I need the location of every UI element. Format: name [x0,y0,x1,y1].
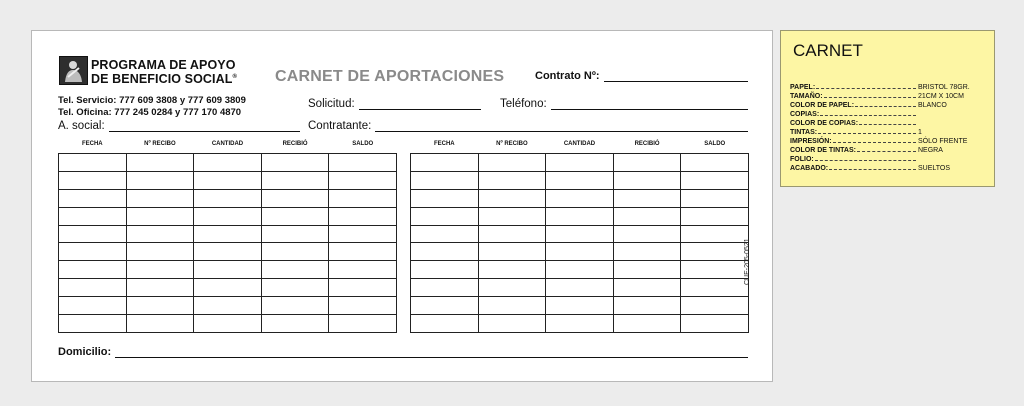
address-line[interactable] [115,347,748,358]
spec-value: NEGRA [918,147,943,154]
table-cell[interactable] [126,315,194,333]
spec-row [790,128,988,137]
payments-table-left [58,141,397,333]
table-cell[interactable] [613,279,681,297]
table-cell[interactable] [194,171,262,189]
table-cell[interactable] [194,207,262,225]
table-cell[interactable] [411,279,479,297]
table-row [411,297,749,315]
table-cell[interactable] [478,189,546,207]
request-line[interactable] [359,99,481,110]
table-cell[interactable] [681,207,749,225]
table-cell[interactable] [681,154,749,172]
table-header-row [59,141,397,154]
spec-leader [833,141,916,143]
spec-key: COLOR DE COPIAS: [790,120,859,127]
table-row [59,243,397,261]
column-header-saldo: SALDO [352,141,374,147]
column-header-cantidad: CANTIDAD [563,141,596,147]
table-cell[interactable] [194,279,262,297]
table-cell[interactable] [59,171,127,189]
table-cell[interactable] [126,225,194,243]
table-row [411,171,749,189]
table-row [411,154,749,172]
table-cell[interactable] [329,171,397,189]
phone-label: Teléfono: [500,98,547,110]
table-cell[interactable] [194,243,262,261]
table-header-row [411,141,749,154]
form-code: CUE-205-0521 [744,238,751,285]
spec-key: IMPRESIÓN: [790,138,832,145]
spec-leader [818,132,916,134]
table-cell[interactable] [329,279,397,297]
table-cell[interactable] [411,297,479,315]
table-cell[interactable] [194,297,262,315]
specs-list [790,83,988,173]
spec-leader [829,168,916,170]
table-cell[interactable] [613,243,681,261]
organization-name [91,59,237,85]
table-cell[interactable] [59,243,127,261]
spec-row [790,146,988,155]
contractor-line[interactable] [375,121,748,132]
table-cell[interactable] [546,279,614,297]
table-cell[interactable] [411,171,479,189]
spec-key: COLOR DE TINTAS: [790,147,856,154]
spec-leader [857,150,916,152]
table-row [59,279,397,297]
spec-key: FOLIO: [790,156,814,163]
table-cell[interactable] [329,261,397,279]
table-cell[interactable] [261,279,329,297]
table-cell[interactable] [194,225,262,243]
table-cell[interactable] [478,171,546,189]
table-row [411,279,749,297]
spec-value: BLANCO [918,102,947,109]
column-header-recibio: RECIBIÓ [634,141,660,147]
table-row [411,189,749,207]
table-cell[interactable] [329,225,397,243]
table-cell[interactable] [59,207,127,225]
table-cell[interactable] [59,225,127,243]
contract-number-field[interactable] [535,70,748,82]
table-cell[interactable] [194,261,262,279]
table-cell[interactable] [194,154,262,172]
table-cell[interactable] [546,225,614,243]
table-cell[interactable] [478,297,546,315]
spec-row [790,92,988,101]
table-cell[interactable] [681,171,749,189]
table-cell[interactable] [194,189,262,207]
org-line-1: PROGRAMA DE APOYO [91,58,236,72]
table-cell[interactable] [546,154,614,172]
table-cell[interactable] [411,207,479,225]
table-row [59,315,397,333]
table-cell[interactable] [478,154,546,172]
table-cell[interactable] [126,297,194,315]
spec-leader [815,159,916,161]
table-cell[interactable] [681,243,749,261]
spec-row [790,83,988,92]
table-cell[interactable] [411,154,479,172]
table-cell[interactable] [478,207,546,225]
column-header-recibo: Nº RECIBO [496,141,528,147]
spec-key: TAMAÑO: [790,93,823,100]
table-cell[interactable] [194,315,262,333]
column-header-saldo: SALDO [704,141,726,147]
table-cell[interactable] [59,189,127,207]
table-cell[interactable] [329,243,397,261]
spec-value: 1 [918,129,922,136]
contract-number-line[interactable] [604,71,748,82]
table-row [411,261,749,279]
spec-key: COPIAS: [790,111,820,118]
table-cell[interactable] [613,261,681,279]
table-row [59,297,397,315]
address-field[interactable] [58,346,748,358]
table-cell[interactable] [261,243,329,261]
carnet-card [31,30,773,382]
spec-leader [855,105,916,107]
table-cell[interactable] [681,261,749,279]
table-cell[interactable] [261,207,329,225]
org-line-2: DE BENEFICIO SOCIAL® [91,72,238,87]
table-row [59,171,397,189]
table-cell[interactable] [329,154,397,172]
spec-leader [859,123,916,125]
table-cell[interactable] [126,243,194,261]
phone-field[interactable] [500,98,748,110]
table-cell[interactable] [261,225,329,243]
contact-phones [58,95,246,118]
table-cell[interactable] [261,315,329,333]
column-header-fecha: FECHA [81,141,103,147]
table-row [411,225,749,243]
table-row [59,154,397,172]
table-cell[interactable] [261,171,329,189]
address-label: Domicilio: [58,346,112,358]
spec-leader [824,96,916,98]
spec-leader [820,114,916,116]
specs-title: CARNET [793,41,863,60]
table-cell[interactable] [546,315,614,333]
table-cell[interactable] [613,225,681,243]
table-cell[interactable] [126,207,194,225]
table-cell[interactable] [613,297,681,315]
table-cell[interactable] [546,207,614,225]
spec-row [790,110,988,119]
table-cell[interactable] [126,189,194,207]
spec-row [790,101,988,110]
column-header-recibo: Nº RECIBO [144,141,176,147]
table-cell[interactable] [546,171,614,189]
table-row [59,207,397,225]
service-phone: Tel. Servicio: 777 609 3808 y 777 609 3809 [58,95,246,106]
spec-key: TINTAS: [790,129,818,136]
contract-number-label: Contrato Nº: [535,70,600,82]
table-cell[interactable] [261,261,329,279]
contractor-label: Contratante: [308,120,372,132]
social-line[interactable] [109,121,300,132]
table-cell[interactable] [329,207,397,225]
table-row [59,225,397,243]
table-cell[interactable] [681,297,749,315]
table-cell[interactable] [478,243,546,261]
table-cell[interactable] [411,261,479,279]
spec-key: COLOR DE PAPEL: [790,102,855,109]
table-cell[interactable] [546,189,614,207]
phone-line[interactable] [551,99,748,110]
spec-value: SUELTOS [918,165,951,172]
table-cell[interactable] [546,243,614,261]
table-cell[interactable] [546,261,614,279]
spec-row [790,155,988,164]
table-cell[interactable] [59,261,127,279]
table-cell[interactable] [681,315,749,333]
table-cell[interactable] [261,297,329,315]
spec-row [790,119,988,128]
table-cell[interactable] [329,297,397,315]
table-cell[interactable] [59,315,127,333]
office-phone: Tel. Oficina: 777 245 0284 y 777 170 4870 [58,106,242,118]
table-cell[interactable] [411,315,479,333]
table-body [59,154,397,333]
print-specs-panel [780,30,995,187]
table-cell[interactable] [261,189,329,207]
table-cell[interactable] [411,189,479,207]
table-cell[interactable] [613,207,681,225]
registered-mark: ® [232,74,238,80]
table-cell[interactable] [411,225,479,243]
contractor-field[interactable] [308,120,748,132]
table-row [59,189,397,207]
program-logo-icon [59,56,88,85]
column-header-fecha: FECHA [433,141,455,147]
table-cell[interactable] [478,225,546,243]
spec-value: SÓLO FRENTE [918,138,968,145]
table-cell[interactable] [681,225,749,243]
table-cell[interactable] [478,279,546,297]
table-cell[interactable] [329,315,397,333]
spec-leader [816,87,916,89]
table-cell[interactable] [681,189,749,207]
spec-key: ACABADO: [790,165,829,172]
table-cell[interactable] [59,279,127,297]
table-cell[interactable] [261,154,329,172]
table-cell[interactable] [613,171,681,189]
table-cell[interactable] [126,171,194,189]
table-cell[interactable] [478,261,546,279]
table-cell[interactable] [126,261,194,279]
social-label: A. social: [58,120,105,132]
table-row [59,261,397,279]
table-cell[interactable] [613,189,681,207]
table-cell[interactable] [546,297,614,315]
request-field[interactable] [308,98,481,110]
column-header-cantidad: CANTIDAD [211,141,244,147]
table-row [411,207,749,225]
spec-row [790,137,988,146]
form-title: CARNET DE APORTACIONES [275,68,505,85]
table-cell[interactable] [126,154,194,172]
table-body [411,154,749,333]
table-row [411,315,749,333]
spec-value: 21CM X 10CM [918,93,964,100]
spec-key: PAPEL: [790,84,816,91]
table-cell[interactable] [126,279,194,297]
spec-row [790,164,988,173]
table-cell[interactable] [59,297,127,315]
table-cell[interactable] [613,154,681,172]
spec-value: BRISTOL 78GR. [918,84,970,91]
table-cell[interactable] [613,315,681,333]
social-field[interactable] [58,120,300,132]
table-cell[interactable] [681,279,749,297]
column-header-recibio: RECIBIÓ [282,141,308,147]
table-cell[interactable] [411,243,479,261]
table-cell[interactable] [59,154,127,172]
table-row [411,243,749,261]
request-label: Solicitud: [308,98,355,110]
payments-table-right [410,141,749,333]
table-cell[interactable] [329,189,397,207]
table-cell[interactable] [478,315,546,333]
